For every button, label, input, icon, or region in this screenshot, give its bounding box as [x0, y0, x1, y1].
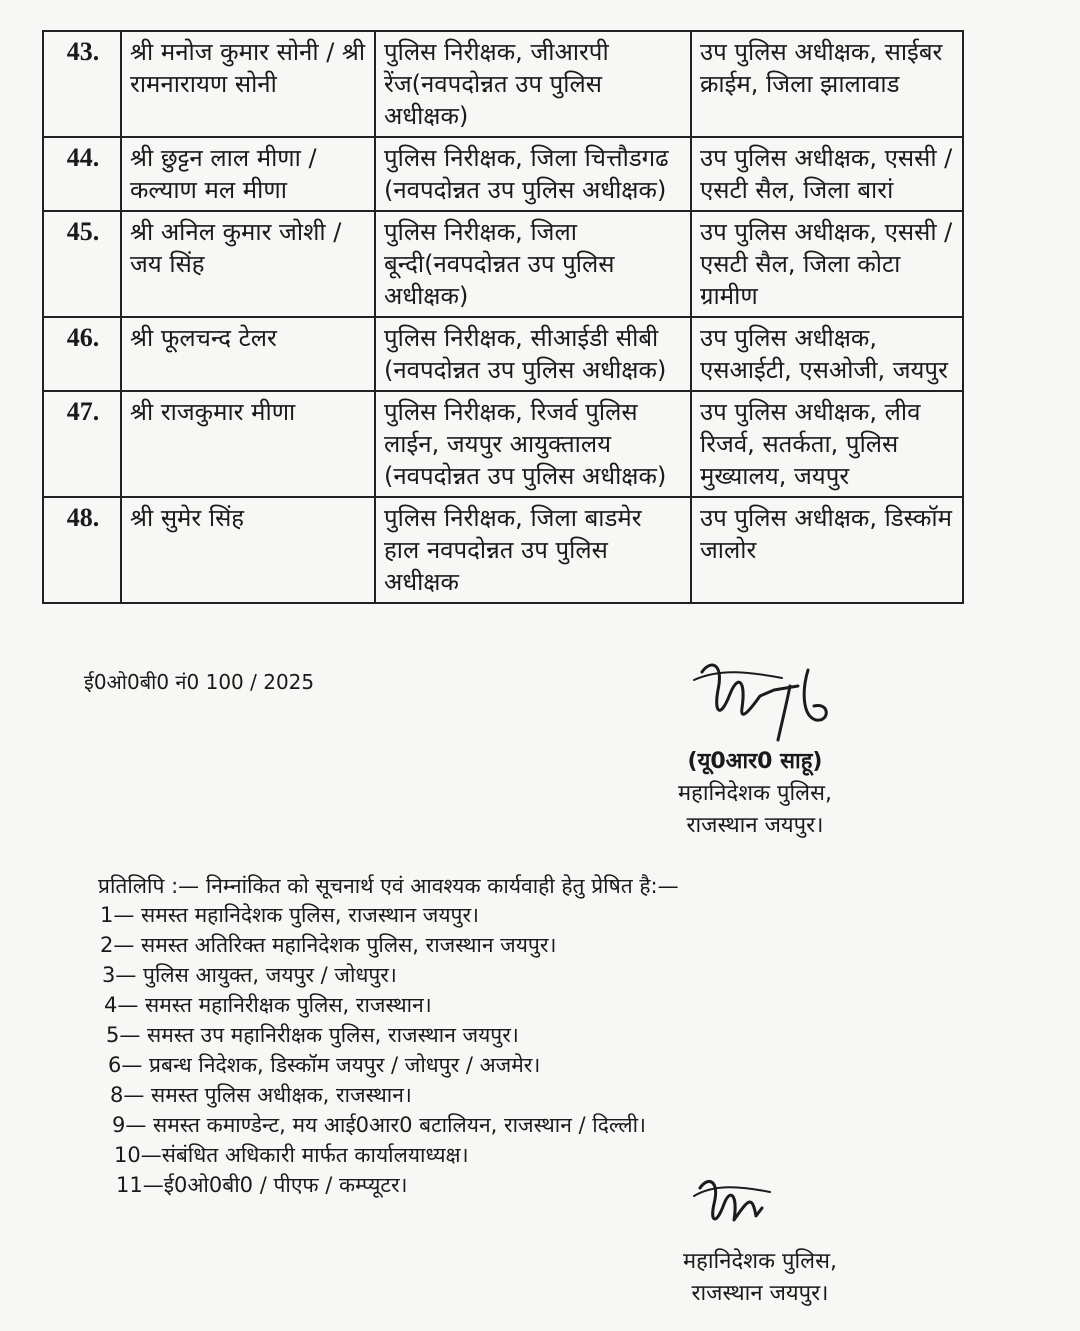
serial-number: 48. — [43, 497, 121, 603]
list-item: 8— समस्त पुलिस अधीक्षक, राजस्थान। — [110, 1083, 412, 1107]
serial-number: 43. — [43, 31, 121, 137]
new-posting: उप पुलिस अधीक्षक, साईबर क्राईम, जिला झालावाड — [691, 31, 963, 137]
officer-name: श्री मनोज कुमार सोनी / श्री रामनारायण सोनी — [121, 31, 375, 137]
initials-signature-icon — [690, 1170, 780, 1240]
current-posting: पुलिस निरीक्षक, सीआईडी सीबी (नवपदोन्नत उप पुलिस अधीक्षक) — [375, 317, 691, 391]
officer-name: श्री अनिल कुमार जोशी / जय सिंह — [121, 211, 375, 317]
copy-to-heading: प्रतिलिपि :— निम्नांकित को सूचनार्थ एवं आवश्यक कार्यवाही हेतु प्रेषित है:— — [98, 874, 679, 898]
list-item: 3— पुलिस आयुक्त, जयपुर / जोधपुर। — [102, 963, 397, 987]
list-item: 6— प्रबन्ध निदेशक, डिस्कॉम जयपुर / जोधपुर / अजमेर। — [108, 1053, 541, 1077]
new-posting: उप पुलिस अधीक्षक, डिस्कॉम जालोर — [691, 497, 963, 603]
list-item: 5— समस्त उप महानिरीक्षक पुलिस, राजस्थान जयपुर। — [106, 1023, 519, 1047]
officer-name: श्री सुमेर सिंह — [121, 497, 375, 603]
table-row — [43, 497, 963, 603]
current-posting: पुलिस निरीक्षक, जिला बाडमेर हाल नवपदोन्नत उप पुलिस अधीक्षक — [375, 497, 691, 603]
new-posting: उप पुलिस अधीक्षक, एससी / एसटी सैल, जिला बारां — [691, 137, 963, 211]
new-posting: उप पुलिस अधीक्षक, एसआईटी, एसओजी, जयपुर — [691, 317, 963, 391]
order-reference-number: ई0ओ0बी0 नं0 100 / 2025 — [84, 670, 315, 694]
signatory-block — [630, 746, 880, 842]
list-item: 11—ई0ओ0बी0 / पीएफ / कम्प्यूटर। — [116, 1173, 408, 1197]
postings-table — [42, 30, 964, 604]
officer-name: श्री छुट्टन लाल मीणा / कल्याण मल मीणा — [121, 137, 375, 211]
copy-to-list — [100, 900, 646, 1200]
table-row — [43, 211, 963, 317]
signatory-location: राजस्थान जयपुर। — [691, 1281, 829, 1306]
officer-name: श्री राजकुमार मीणा — [121, 391, 375, 497]
table-row — [43, 391, 963, 497]
new-posting: उप पुलिस अधीक्षक, एससी / एसटी सैल, जिला कोटा ग्रामीण — [691, 211, 963, 317]
serial-number: 47. — [43, 391, 121, 497]
signatory-designation: महानिदेशक पुलिस, — [683, 1249, 837, 1274]
list-item: 1— समस्त महानिदेशक पुलिस, राजस्थान जयपुर। — [100, 903, 480, 927]
new-posting: उप पुलिस अधीक्षक, लीव रिजर्व, सतर्कता, पुलिस मुख्यालय, जयपुर — [691, 391, 963, 497]
signature-icon — [690, 650, 850, 760]
serial-number: 46. — [43, 317, 121, 391]
list-item: 4— समस्त महानिरीक्षक पुलिस, राजस्थान। — [104, 993, 432, 1017]
current-posting: पुलिस निरीक्षक, जीआरपी रेंज(नवपदोन्नत उप पुलिस अधीक्षक) — [375, 31, 691, 137]
officer-name: श्री फूलचन्द टेलर — [121, 317, 375, 391]
signatory-name: (यू0आर0 साहू) — [687, 749, 823, 774]
table-row — [43, 137, 963, 211]
serial-number: 44. — [43, 137, 121, 211]
serial-number: 45. — [43, 211, 121, 317]
signatory-block-2 — [640, 1246, 880, 1310]
current-posting: पुलिस निरीक्षक, रिजर्व पुलिस लाईन, जयपुर आयुक्तालय (नवपदोन्नत उप पुलिस अधीक्षक) — [375, 391, 691, 497]
list-item: 10—संबंधित अधिकारी मार्फत कार्यालयाध्यक्ष। — [114, 1143, 469, 1167]
table-row — [43, 31, 963, 137]
list-item: 9— समस्त कमाण्डेन्ट, मय आई0आर0 बटालियन, राजस्थान / दिल्ली। — [112, 1113, 646, 1137]
table-row — [43, 317, 963, 391]
list-item: 2— समस्त अतिरिक्त महानिदेशक पुलिस, राजस्थान जयपुर। — [100, 933, 557, 957]
signatory-designation: महानिदेशक पुलिस, — [678, 781, 832, 806]
current-posting: पुलिस निरीक्षक, जिला चित्तौडगढ (नवपदोन्नत उप पुलिस अधीक्षक) — [375, 137, 691, 211]
current-posting: पुलिस निरीक्षक, जिला बून्दी(नवपदोन्नत उप पुलिस अधीक्षक) — [375, 211, 691, 317]
signatory-location: राजस्थान जयपुर। — [686, 813, 824, 838]
